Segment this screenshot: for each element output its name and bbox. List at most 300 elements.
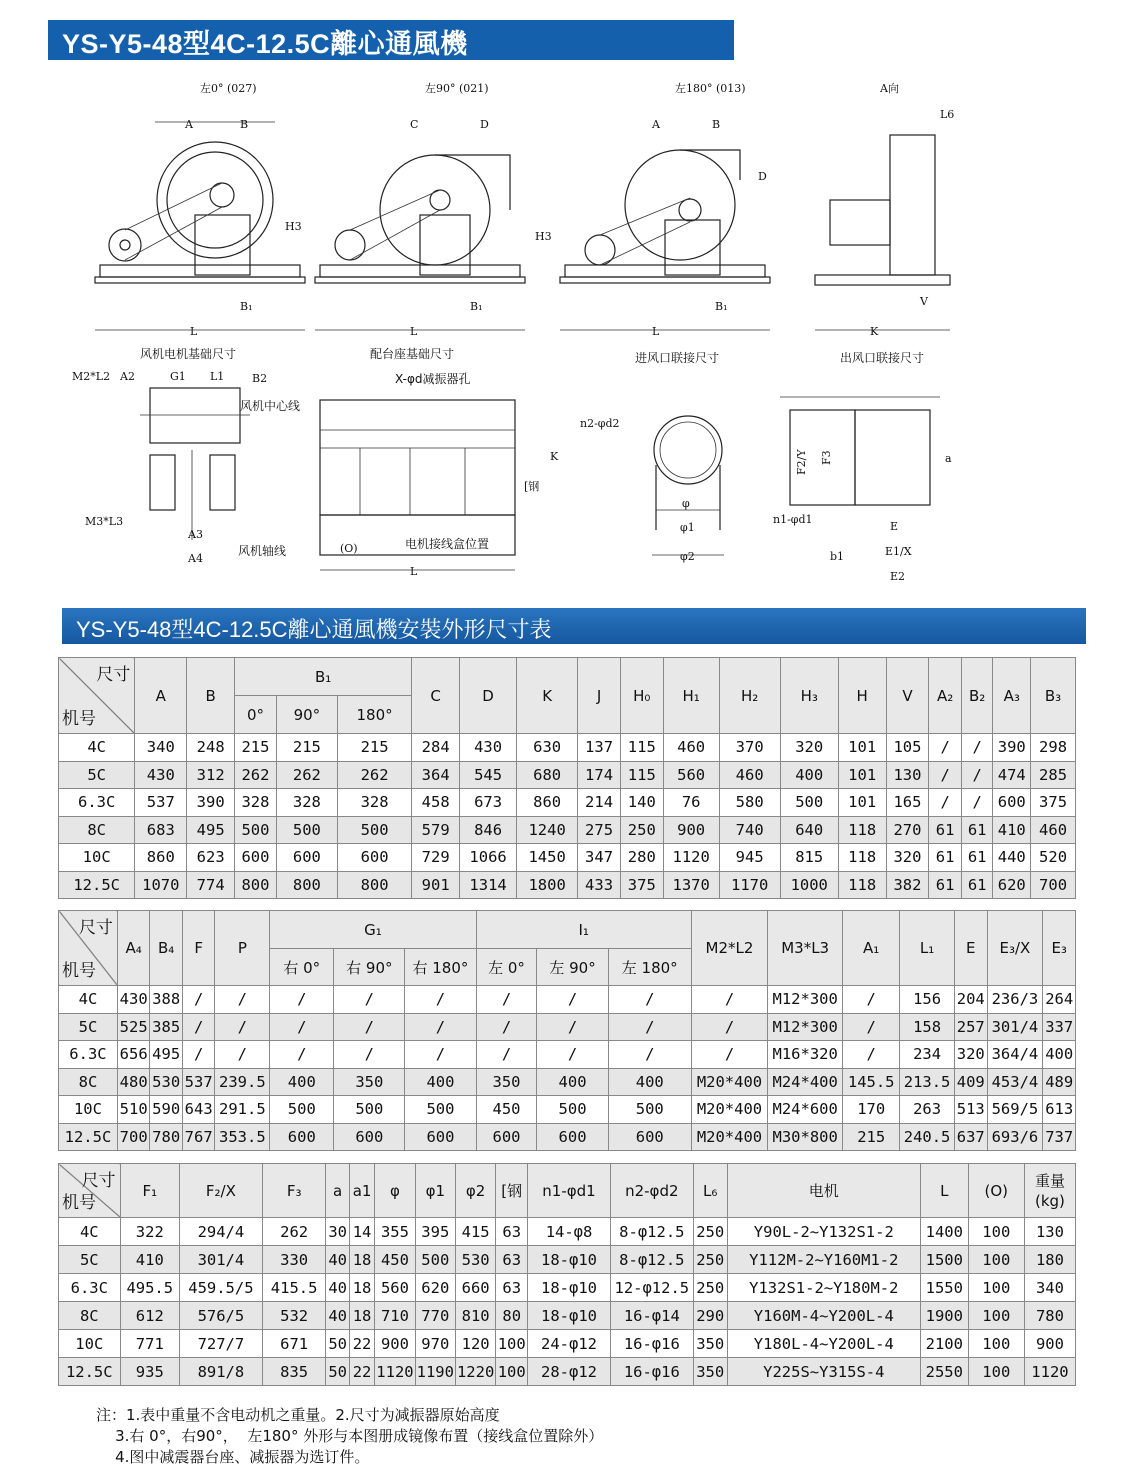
table-cell: 500 [415,1246,455,1274]
table-cell: M20*400 [691,1096,767,1124]
svg-text:L1: L1 [210,370,225,383]
table2-subheader: 左 180° [608,949,691,986]
table-row [59,761,1076,789]
table2-subheader: 左 90° [537,949,608,986]
table-cell: 409 [955,1068,988,1096]
table-row [59,1302,1076,1330]
table-cell: 130 [1024,1218,1075,1246]
table2-header: I₁ [476,911,691,949]
table-cell: 450 [476,1096,537,1124]
table-cell: M30*800 [768,1123,843,1151]
table-cell: 460 [1031,816,1076,844]
table-cell: 580 [719,789,780,817]
table-cell: 353.5 [215,1123,270,1151]
table-cell: 740 [719,816,780,844]
table-cell: 630 [517,734,578,762]
table-cell: / [691,1013,767,1041]
table-cell: 2100 [920,1330,968,1358]
table2-header: E₃/X [987,911,1043,986]
model-cell: 4C [59,1218,121,1246]
table-cell: 105 [886,734,929,762]
table2-subheader: 右 0° [270,949,334,986]
table-cell: / [215,986,270,1014]
table3-header: 电机 [727,1164,920,1218]
inlet-connection-drawing [580,416,724,563]
table-cell: 545 [460,761,517,789]
table-cell: / [182,1041,215,1069]
table-cell: 375 [1031,789,1076,817]
notes [96,1405,603,1468]
svg-text:E: E [890,520,899,533]
table2-header: M2*L2 [691,911,767,986]
svg-text:L: L [410,325,418,338]
table-cell: 16-φ16 [610,1330,693,1358]
table-cell: 120 [455,1330,495,1358]
table-cell: 250 [693,1274,727,1302]
table-cell: 1550 [920,1274,968,1302]
model-cell: 8C [59,1068,118,1096]
table-cell: 18-φ10 [528,1302,611,1330]
table-cell: 400 [270,1068,334,1096]
table-cell: 263 [900,1096,955,1124]
table-cell: M16*320 [768,1041,843,1069]
table3-header: φ2 [455,1164,495,1218]
table2-header: G₁ [270,911,476,949]
table2-corner: 尺寸 机号 [59,911,118,986]
table-cell: 50 [326,1330,349,1358]
caption-outlet-connection: 出风口联接尺寸 [840,351,925,365]
table-cell: 900 [663,816,719,844]
svg-text:L: L [190,325,198,338]
table-cell: 388 [150,986,183,1014]
table-cell: 600 [235,844,277,872]
model-cell: 6.3C [59,1274,121,1302]
table-cell: 1120 [375,1358,415,1386]
table3-header: L [920,1164,968,1218]
table-cell: 1070 [135,871,187,899]
svg-text:φ: φ [682,497,690,510]
table1-header: H₀ [620,658,663,734]
table-cell: 100 [968,1330,1024,1358]
svg-text:a: a [945,452,952,465]
table-cell: 115 [620,761,663,789]
svg-text:D: D [758,170,767,183]
table-cell: 170 [843,1096,900,1124]
table1-header: H₃ [780,658,838,734]
table-cell: 500 [276,816,337,844]
label-center-line: 风机中心线 [240,399,301,413]
table-cell: 530 [455,1246,495,1274]
table-row [59,1013,1076,1041]
table-cell: 140 [620,789,663,817]
table-cell: 810 [455,1302,495,1330]
svg-text:V: V [920,295,928,308]
table-cell: 24-φ12 [528,1330,611,1358]
table3-header: n2-φd2 [610,1164,693,1218]
table-cell: 382 [886,871,929,899]
svg-text:B₁: B₁ [715,300,728,313]
table-cell: M24*400 [768,1068,843,1096]
table2-subheader: 右 180° [405,949,476,986]
table-cell: 1190 [415,1358,455,1386]
svg-text:H3: H3 [535,230,552,243]
svg-text:D: D [480,118,489,131]
table1-header: V [886,658,929,734]
table-cell: 322 [120,1218,179,1246]
table3-header: φ [375,1164,415,1218]
svg-text:L: L [410,565,418,578]
table2-subheader: 左 0° [476,949,537,986]
table-cell: 737 [1043,1123,1076,1151]
table-cell: 500 [334,1096,405,1124]
table-cell: 729 [412,844,460,872]
table-cell: 774 [187,871,235,899]
svg-text:A4: A4 [188,552,203,565]
table-cell: Y160M-4~Y200L-4 [727,1302,920,1330]
table-cell: 28-φ12 [528,1358,611,1386]
table-cell: 320 [886,844,929,872]
table2-subheader: 右 90° [334,949,405,986]
table-cell: 213.5 [900,1068,955,1096]
technical-drawings [40,70,960,600]
table-cell: 1120 [1024,1358,1075,1386]
table-cell: 480 [117,1068,150,1096]
model-cell: 5C [59,761,135,789]
table-row [59,789,1076,817]
table-cell: 727/7 [180,1330,263,1358]
table1-header: H [838,658,886,734]
table-cell: 18-φ10 [528,1246,611,1274]
table-cell: 400 [608,1068,691,1096]
table-cell: 495.5 [120,1274,179,1302]
table3-header: L₆ [693,1164,727,1218]
table1-subheader: 90° [276,696,337,734]
table-cell: / [843,1013,900,1041]
table-cell: 430 [460,734,517,762]
svg-text:A: A [185,118,193,131]
svg-text:K: K [550,450,559,463]
svg-text:A3: A3 [188,528,203,541]
model-cell: 5C [59,1246,121,1274]
table-cell: 390 [187,789,235,817]
svg-text:B₁: B₁ [240,300,253,313]
table1-header: H₁ [663,658,719,734]
model-cell: 4C [59,734,135,762]
table-cell: 1500 [920,1246,968,1274]
table-cell: 576/5 [180,1302,263,1330]
table-cell: Y180L-4~Y200L-4 [727,1330,920,1358]
table-cell: / [929,789,962,817]
table-cell: 835 [262,1358,326,1386]
table-cell: 100 [496,1358,528,1386]
table-cell: 613 [1043,1096,1076,1124]
table-cell: 600 [337,844,411,872]
table1-header: D [460,658,517,734]
table-cell: 430 [135,761,187,789]
table-row [59,734,1076,762]
table-cell: 569/5 [987,1096,1043,1124]
table-cell: 215 [235,734,277,762]
table-cell: 700 [117,1123,150,1151]
table-cell: / [215,1013,270,1041]
table-cell: 137 [578,734,621,762]
table2-header: E [955,911,988,986]
table-row [59,1123,1076,1151]
table1-subheader: 180° [337,696,411,734]
table-cell: / [182,986,215,1014]
table-cell: 76 [663,789,719,817]
table-cell: 1170 [719,871,780,899]
table3-header: φ1 [415,1164,455,1218]
table-cell: 656 [117,1041,150,1069]
table-cell: 61 [961,871,993,899]
table-cell: 410 [120,1246,179,1274]
table-cell: 600 [405,1123,476,1151]
table-cell: 450 [375,1246,415,1274]
table-cell: 537 [182,1068,215,1096]
svg-text:L: L [652,325,660,338]
table-cell: 61 [929,816,962,844]
label-junction-box: 电机接线盒位置 [405,537,490,551]
table-cell: 520 [1031,844,1076,872]
dimension-table-2 [58,910,1076,1151]
svg-text:H3: H3 [285,220,302,233]
table-cell: 500 [780,789,838,817]
table-cell: 301/4 [180,1246,263,1274]
table-cell: 474 [993,761,1031,789]
svg-text:b1: b1 [830,550,845,563]
svg-text:E1/X: E1/X [885,545,912,558]
table-cell: / [537,986,608,1014]
table-cell: 600 [476,1123,537,1151]
table-title: YS-Y5-48型4C-12.5C離心通風機安裝外形尺寸表 [76,617,552,642]
table-cell: Y90L-2~Y132S1-2 [727,1218,920,1246]
table-cell: 640 [780,816,838,844]
table-cell: 100 [968,1218,1024,1246]
fan-view-180 [560,118,770,338]
table-cell: 328 [337,789,411,817]
table-cell: 680 [517,761,578,789]
table-cell: 579 [412,816,460,844]
table-cell: / [961,734,993,762]
table-cell: 270 [886,816,929,844]
table-cell: 350 [693,1330,727,1358]
table1-header: B₂ [961,658,993,734]
table-cell: / [476,1041,537,1069]
table-cell: 370 [719,734,780,762]
table-cell: 430 [117,986,150,1014]
table-cell: 18 [349,1246,374,1274]
table-cell: 250 [693,1218,727,1246]
table-cell: 600 [334,1123,405,1151]
table-cell: 100 [968,1302,1024,1330]
table-cell: 1120 [663,844,719,872]
table1-header: A₃ [993,658,1031,734]
table-cell: 204 [955,986,988,1014]
table-title-banner [62,608,1086,644]
table-cell: 375 [620,871,663,899]
table-cell: 846 [460,816,517,844]
table-cell: 623 [187,844,235,872]
view-label-0: 左0° (027) [200,82,257,95]
table-cell: 115 [620,734,663,762]
model-cell: 10C [59,1330,121,1358]
table-cell: 262 [262,1218,326,1246]
table2-header: A₄ [117,911,150,986]
table-cell: 500 [608,1096,691,1124]
table-cell: 673 [460,789,517,817]
table-cell: 156 [900,986,955,1014]
table-cell: 22 [349,1330,374,1358]
table2-header: L₁ [900,911,955,986]
svg-text:A2: A2 [120,370,135,383]
table-cell: 100 [496,1330,528,1358]
model-cell: 8C [59,816,135,844]
table-cell: 771 [120,1330,179,1358]
table-cell: 815 [780,844,838,872]
table-cell: 320 [780,734,838,762]
note-line: 3.右 0°，右90°， 左180° 外形与本图册成镜像布置（接线盒位置除外） [96,1427,604,1445]
table-cell: 174 [578,761,621,789]
table-cell: 683 [135,816,187,844]
table-cell: 620 [993,871,1031,899]
table-cell: 294/4 [180,1218,263,1246]
table-cell: 12-φ12.5 [610,1274,693,1302]
table-cell: 385 [150,1013,183,1041]
table-row [59,1041,1076,1069]
caption-inlet-connection: 进风口联接尺寸 [635,351,720,365]
svg-text:C: C [410,118,419,131]
table3-corner: 尺寸 机号 [59,1164,121,1218]
table-cell: / [608,1013,691,1041]
table-cell: 453/4 [987,1068,1043,1096]
table3-header: 重量(kg) [1024,1164,1075,1218]
table-cell: 500 [537,1096,608,1124]
title-banner [48,20,734,60]
table-cell: 340 [135,734,187,762]
model-cell: 6.3C [59,789,135,817]
table-cell: 800 [276,871,337,899]
table-cell: 970 [415,1330,455,1358]
table-cell: 780 [1024,1302,1075,1330]
table-cell: 537 [135,789,187,817]
table-cell: 180 [1024,1246,1075,1274]
table-cell: 248 [187,734,235,762]
table-cell: 410 [993,816,1031,844]
table1-header: K [517,658,578,734]
table-cell: 440 [993,844,1031,872]
table-cell: 500 [235,816,277,844]
table-cell: 40 [326,1302,349,1330]
table-cell: 280 [620,844,663,872]
table-cell: 61 [929,871,962,899]
table-cell: 901 [412,871,460,899]
table3-header: a [326,1164,349,1218]
table1-corner: 尺寸 机号 [59,658,135,734]
svg-text:φ1: φ1 [680,521,695,534]
table1-header: A [135,658,187,734]
view-label-90: 左90° (021) [425,82,489,95]
table-cell: 18 [349,1274,374,1302]
table-cell: 50 [326,1358,349,1386]
table-row [59,1096,1076,1124]
model-cell: 4C [59,986,118,1014]
table-cell: 340 [1024,1274,1075,1302]
table1-subheader: 0° [235,696,277,734]
outlet-connection-drawing [773,397,952,583]
table2-header: E₃ [1043,911,1076,986]
table-cell: 8-φ12.5 [610,1218,693,1246]
table-cell: / [537,1013,608,1041]
table-cell: 510 [117,1096,150,1124]
table-cell: / [691,986,767,1014]
svg-text:E2: E2 [890,570,906,583]
table-cell: 275 [578,816,621,844]
table-cell: 61 [961,816,993,844]
table-cell: 350 [334,1068,405,1096]
table-row [59,1246,1076,1274]
table-cell: 40 [326,1274,349,1302]
table2-header: M3*L3 [768,911,843,986]
table-cell: / [334,1041,405,1069]
table3-header: F₂/X [180,1164,263,1218]
table-cell: 612 [120,1302,179,1330]
table-cell: 16-φ16 [610,1358,693,1386]
table-cell: 459.5/5 [180,1274,263,1302]
svg-text:L6: L6 [940,108,955,121]
fan-view-90 [315,118,552,338]
table-cell: 767 [182,1123,215,1151]
table-cell: 350 [693,1358,727,1386]
table-cell: 350 [476,1068,537,1096]
table-cell: 415 [455,1218,495,1246]
note-line: 4.图中减震器台座、减振器为选订件。 [96,1448,370,1466]
page-title: YS-Y5-48型4C-12.5C離心通風機 [62,29,468,59]
table-cell: 14 [349,1218,374,1246]
table-cell: 328 [235,789,277,817]
table-cell: 1066 [460,844,517,872]
table-cell: 400 [780,761,838,789]
table-cell: 30 [326,1218,349,1246]
table-cell: 495 [187,816,235,844]
table1-header: C [412,658,460,734]
table-cell: 236/3 [987,986,1043,1014]
table-cell: 800 [337,871,411,899]
caption-base-foundation: 配台座基础尺寸 [370,347,455,361]
table-cell: 290 [693,1302,727,1330]
table-cell: / [270,1013,334,1041]
table-cell: / [961,789,993,817]
table-cell: 400 [405,1068,476,1096]
view-label-a: A向 [880,82,899,95]
table-cell: 500 [270,1096,334,1124]
svg-text:F2/Y: F2/Y [795,449,808,475]
table-cell: 18-φ10 [528,1274,611,1302]
label-o: (O) [340,542,358,555]
table-cell: 532 [262,1302,326,1330]
table1-header: H₂ [719,658,780,734]
table-cell: / [929,761,962,789]
table-cell: 1240 [517,816,578,844]
table-cell: 671 [262,1330,326,1358]
table-cell: 660 [455,1274,495,1302]
table-cell: 364/4 [987,1041,1043,1069]
table-cell: 780 [150,1123,183,1151]
table-cell: 262 [276,761,337,789]
table3-header: (O) [968,1164,1024,1218]
table-cell: 600 [537,1123,608,1151]
table-cell: 860 [517,789,578,817]
